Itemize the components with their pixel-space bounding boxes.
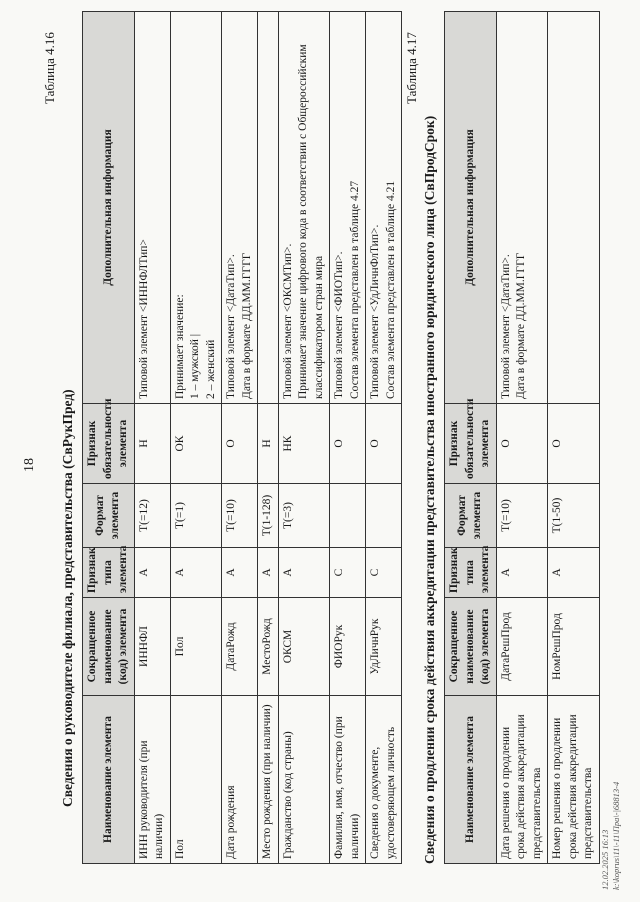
table-cell: А [258,548,279,598]
table-cell: Т(1-128) [258,484,279,548]
table-cell: А [222,548,258,598]
table-cell: Т(=3) [278,484,330,548]
column-header: Дополнительная информация [445,12,497,404]
table-cell: Типовой элемент <ФИОТип>. Состав элемента представлен в таблице 4.27 [330,12,366,404]
table-cell: Пол [170,598,222,696]
table-cell: Н [134,404,170,484]
table-cell: ДатаРешПрод [496,598,548,696]
table-cell: Дата решения о продлении срока действия аккредитации представительства [496,696,548,864]
table-cell: Сведения о документе, удостоверяющем личность [366,696,402,864]
table-row [170,12,222,864]
table-cell: УдЛичнРук [366,598,402,696]
table-cell: Т(=12) [134,484,170,548]
table-cell: ИНН руководителя (при наличии) [134,696,170,864]
column-header: Признак типа элемента [445,548,497,598]
file-stamp [600,782,622,890]
table-cell: Пол [170,696,222,864]
table-cell: О [366,404,402,484]
table-cell: Т(=10) [496,484,548,548]
stamp-date: 12.02.2025 16:13 [600,829,610,890]
table-row [134,12,170,864]
table-4-17-label: Таблица 4.17 [404,32,419,104]
table-cell: НомРешПрод [548,598,600,696]
table-cell [258,12,279,404]
table-cell: С [330,548,366,598]
column-header: Наименование элемента [445,696,497,864]
table-cell: ДатаРожд [222,598,258,696]
table-cell: МестоРожд [258,598,279,696]
table-4-16-title: Сведения о руководителе филиала, представительства (СвРукПред) [60,389,75,807]
table-cell: А [134,548,170,598]
table-cell: А [496,548,548,598]
table-cell: Типовой элемент <ДатаТип>. Дата в формате ДД.ММ.ГГГГ [222,12,258,404]
table-cell: Т(=10) [222,484,258,548]
table-4-16 [82,11,402,864]
column-header: Наименование элемента [83,696,135,864]
table-cell: Типовой элемент <ДатаТип>. Дата в формате ДД.ММ.ГГГГ [496,12,548,404]
table-cell: С [366,548,402,598]
table-4-16-label: Таблица 4.16 [42,32,57,104]
table-cell: Номер решения о продлении срока действия аккредитации представительства [548,696,600,864]
table-cell [330,484,366,548]
column-header: Формат элемента [445,484,497,548]
table-cell: Типовой элемент <ОКСМТип>. Принимает значение цифрового кода в соответствии с Общероссийским классификатором стран мира [278,12,330,404]
table-cell: Место рождения (при наличии) [258,696,279,864]
column-header: Дополнительная информация [83,12,135,404]
table-cell: Т(=1) [170,484,222,548]
table-4-17 [444,11,600,864]
table-row [366,12,402,864]
table-header-row [83,12,135,864]
table-cell: ОК [170,404,222,484]
table-row [222,12,258,864]
table-row [278,12,330,864]
column-header: Признак обязательности элемента [83,404,135,484]
table-cell: ИННФЛ [134,598,170,696]
column-header: Признак типа элемента [83,548,135,598]
table-row [496,12,548,864]
table-cell: Типовой элемент <УдЛичнФлТип>. Состав элемента представлен в таблице 4.21 [366,12,402,404]
table-cell: О [330,404,366,484]
table-cell: Принимает значение: 1 – мужской | 2 – женский [170,12,222,404]
table-cell: НК [278,404,330,484]
table-cell: О [496,404,548,484]
table-cell: ФИОРук [330,598,366,696]
column-header: Формат элемента [83,484,135,548]
table-cell: Фамилия, имя, отчество (при наличии) [330,696,366,864]
column-header: Сокращенное наименование (код) элемента [445,598,497,696]
stamp-path: k:\koprus\11\-11\Пpa\-|68813-4 [611,781,622,890]
table-cell: О [222,404,258,484]
table-cell: Дата рождения [222,696,258,864]
table-cell: ОКСМ [278,598,330,696]
table-cell: Т(1-50) [548,484,600,548]
column-header: Признак обязательности элемента [445,404,497,484]
table-4-17-title: Сведения о продлении срока действия аккредитации представительства иностранного юридического лица (СвПродСрок) [422,115,437,864]
table-cell: А [278,548,330,598]
table-cell: А [170,548,222,598]
page-number: 18 [22,458,37,472]
table-cell [366,484,402,548]
table-cell: Гражданство (код страны) [278,696,330,864]
table-cell: Н [258,404,279,484]
column-header: Сокращенное наименование (код) элемента [83,598,135,696]
table-row [548,12,600,864]
table-cell: Типовой элемент <ИННФЛТип> [134,12,170,404]
table-row [330,12,366,864]
table-cell: А [548,548,600,598]
table-cell [548,12,600,404]
table-row [258,12,279,864]
table-header-row [445,12,497,864]
table-cell: О [548,404,600,484]
